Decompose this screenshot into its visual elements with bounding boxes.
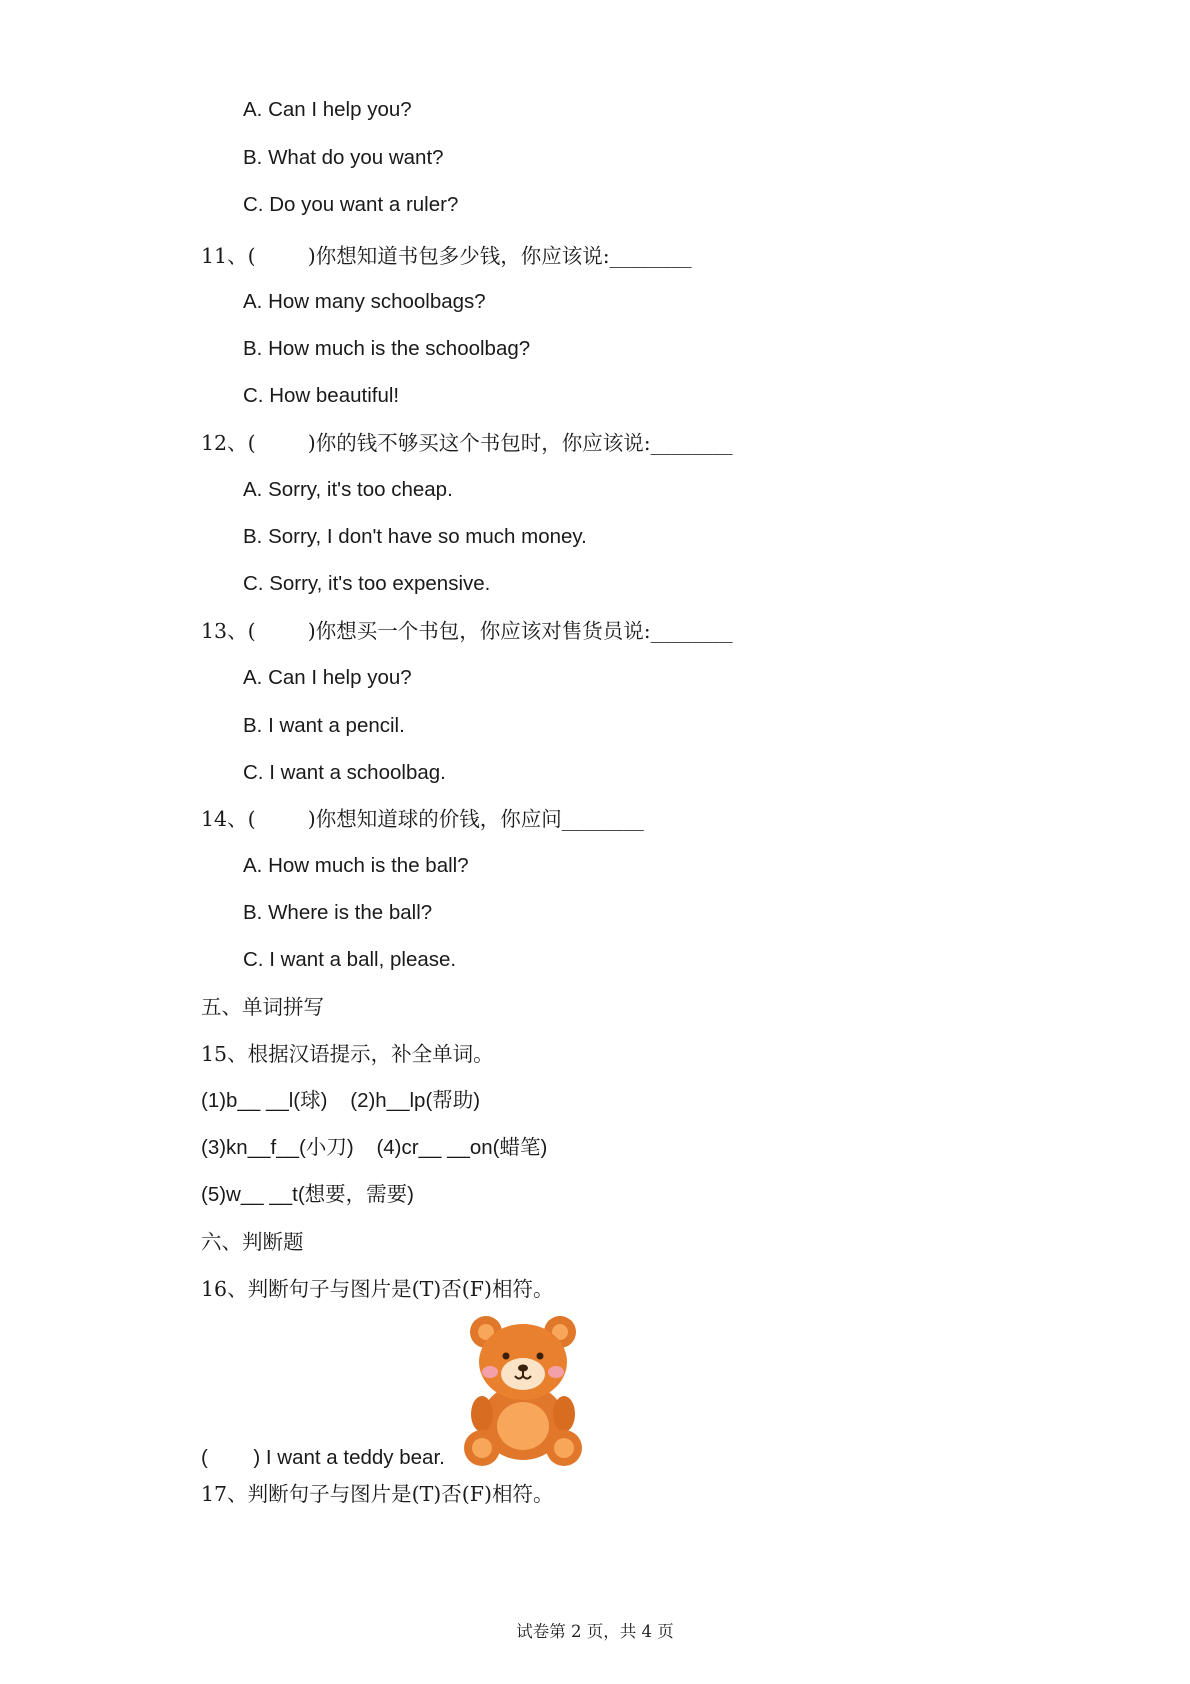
q12-option-b: B. Sorry, I don't have so much money. bbox=[243, 525, 587, 548]
q13-option-c: C. I want a schoolbag. bbox=[243, 761, 446, 784]
q14-stem: 14、( )你想知道球的价钱，你应问________ bbox=[201, 807, 644, 831]
q16-stem: 16、判断句子与图片是(T)否(F)相符。 bbox=[201, 1277, 554, 1301]
q12-option-a: A. Sorry, it's too cheap. bbox=[243, 478, 453, 501]
section-5-title: 五、单词拼写 bbox=[201, 995, 324, 1019]
q12-option-c: C. Sorry, it's too expensive. bbox=[243, 572, 491, 595]
q11-option-b: B. How much is the schoolbag? bbox=[243, 337, 531, 360]
q11-stem: 11、( )你想知道书包多少钱，你应该说:________ bbox=[201, 244, 692, 268]
q16-sentence: ( ) I want a teddy bear. bbox=[201, 1446, 445, 1469]
q15-row-2: (3)kn__f__(小刀) (4)cr__ __on(蜡笔) bbox=[201, 1136, 548, 1159]
q13-option-a: A. Can I help you? bbox=[243, 666, 412, 689]
q10-option-a: A. Can I help you? bbox=[243, 98, 412, 121]
q17-stem: 17、判断句子与图片是(T)否(F)相符。 bbox=[201, 1482, 554, 1506]
section-6-title: 六、判断题 bbox=[201, 1230, 304, 1254]
q11-option-c: C. How beautiful! bbox=[243, 384, 400, 407]
q12-stem: 12、( )你的钱不够买这个书包时，你应该说:________ bbox=[201, 431, 733, 455]
q13-stem: 13、( )你想买一个书包，你应该对售货员说:________ bbox=[201, 619, 733, 643]
q10-option-c: C. Do you want a ruler? bbox=[243, 193, 459, 216]
q14-option-c: C. I want a ball, please. bbox=[243, 948, 457, 971]
teddy-bear-icon bbox=[456, 1310, 590, 1466]
page-footer: 试卷第 2 页，共 4 页 bbox=[516, 1622, 674, 1641]
q10-option-b: B. What do you want? bbox=[243, 146, 444, 169]
q14-option-a: A. How much is the ball? bbox=[243, 854, 469, 877]
q11-option-a: A. How many schoolbags? bbox=[243, 290, 486, 313]
q14-option-b: B. Where is the ball? bbox=[243, 901, 433, 924]
q15-row-1: (1)b__ __l(球) (2)h__lp(帮助) bbox=[201, 1089, 481, 1112]
q13-option-b: B. I want a pencil. bbox=[243, 714, 405, 737]
q15-row-3: (5)w__ __t(想要，需要) bbox=[201, 1183, 415, 1206]
q15-stem: 15、根据汉语提示，补全单词。 bbox=[201, 1042, 494, 1066]
